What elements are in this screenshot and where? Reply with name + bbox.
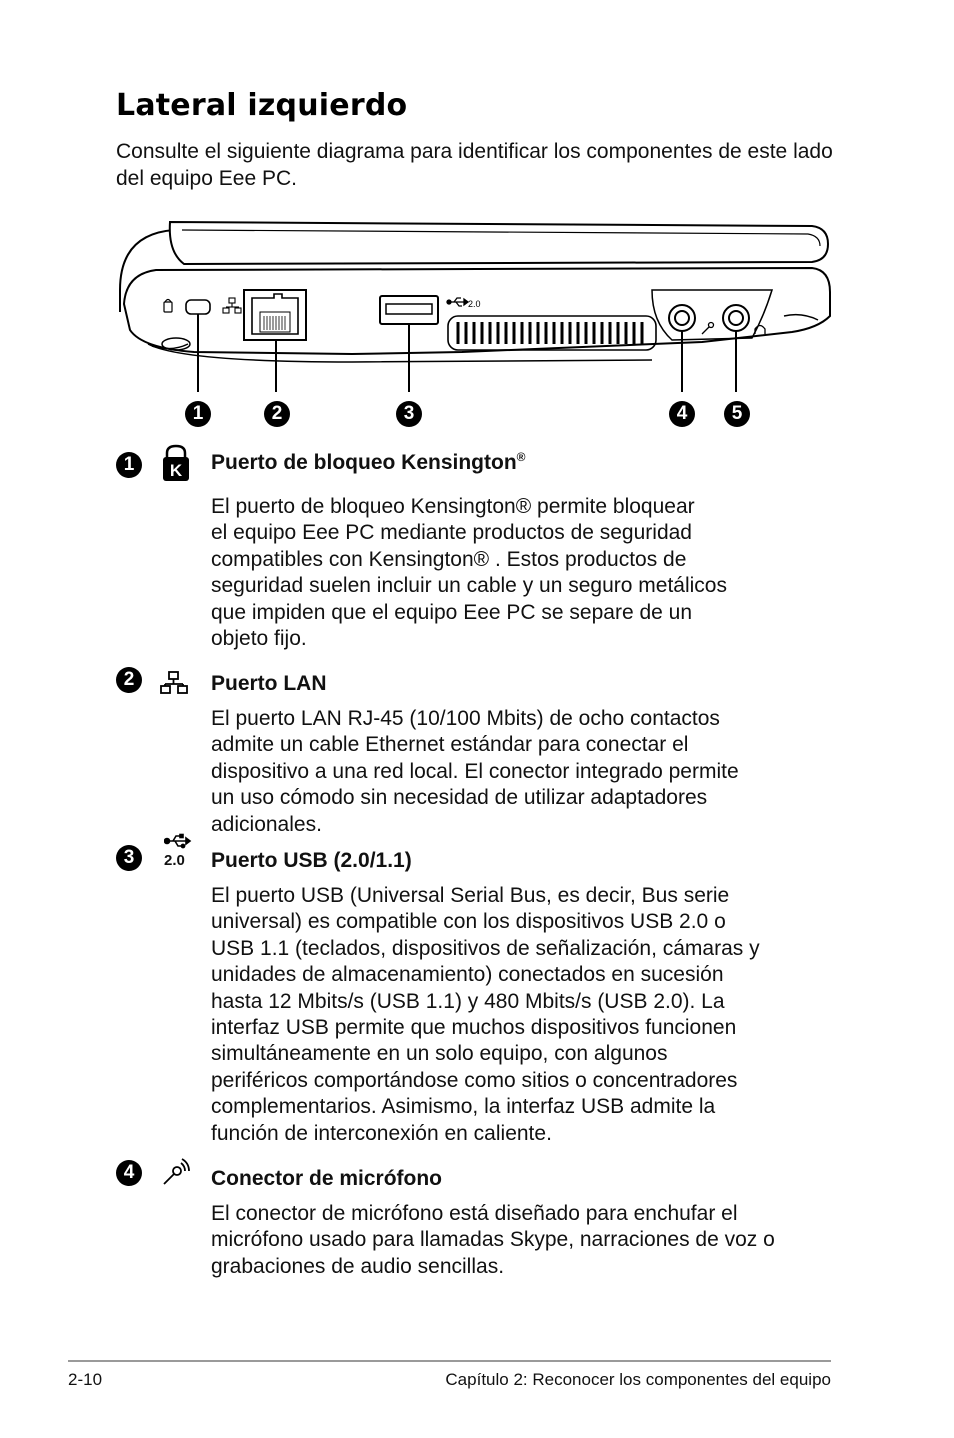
callout-3: 3 — [396, 401, 422, 427]
chapter-title: Capítulo 2: Reconocer los componentes del equipo — [445, 1370, 831, 1389]
item-body-2: El puerto LAN RJ-45 (10/100 Mbits) de ocho contactos admite un cable Ethernet estándar para conectar el dispositivo a una red local. El conector integrado permite un uso cómodo sin necesidad de utilizar adaptadores adicionales. — [211, 707, 739, 836]
callout-4: 4 — [669, 401, 695, 427]
usb-icon-label: 2.0 — [164, 852, 185, 869]
item-title-1: Puerto de bloqueo Kensington® — [211, 450, 526, 474]
usb-version-label: 2.0 — [468, 299, 481, 309]
microphone-icon — [160, 1158, 190, 1188]
kensington-lock-icon — [160, 444, 192, 482]
lan-icon — [160, 670, 188, 696]
callout-1: 1 — [185, 401, 211, 427]
item-body-3: El puerto USB (Universal Serial Bus, es decir, Bus serie universal) es compatible con los dispositivos USB 2.0 o USB 1.1 (teclados, dispositivos de señalización, cámaras y unidades de almacenamiento) conectados en sucesión hasta 12 Mbits/s (USB 1.1) y 480 Mbits/s (USB 2.0). La interfaz USB permite que muchos dispositivos funcionen simultáneamente en un solo equipo, con algunos periféricos comportándose como sitios o concentradores complementarios. Asimismo, la interfaz USB admite la función de interconexión en caliente. — [211, 884, 760, 1145]
lid-outline — [170, 222, 828, 264]
intro-paragraph: Consulte el siguiente diagrama para identificar los componentes de este lado del equipo Eee PC. — [116, 140, 833, 190]
item-title-3: Puerto USB (2.0/1.1) — [211, 849, 412, 872]
item-number-2: 2 — [116, 667, 142, 693]
item-number-4: 4 — [116, 1160, 142, 1186]
page-number: 2-10 — [68, 1370, 103, 1389]
svg-text:K: K — [169, 461, 183, 480]
item-body-4: El conector de micrófono está diseñado para enchufar el micrófono usado para llamadas Skype, narraciones de voz o grabaciones de audio sencillas. — [211, 1202, 775, 1278]
callout-5: 5 — [724, 401, 750, 427]
item-number-1: 1 — [116, 452, 142, 478]
item-number-3: 3 — [116, 845, 142, 871]
laptop-left-side-diagram — [112, 212, 836, 392]
item-title-4: Conector de micrófono — [211, 1167, 443, 1190]
item-body-1: El puerto de bloqueo Kensington® permite bloquear el equipo Eee PC mediante productos de seguridad compatibles con Kensington® . Estos productos de seguridad suelen incluir un cable y un seguro metálicos que impiden que el equipo Eee PC se separe de un objeto fijo. — [211, 495, 727, 651]
usb-icon — [164, 832, 192, 850]
page-title: Lateral izquierdo — [116, 88, 408, 123]
callout-2: 2 — [264, 401, 290, 427]
footer-divider — [68, 1360, 831, 1362]
item-title-2: Puerto LAN — [211, 672, 327, 695]
